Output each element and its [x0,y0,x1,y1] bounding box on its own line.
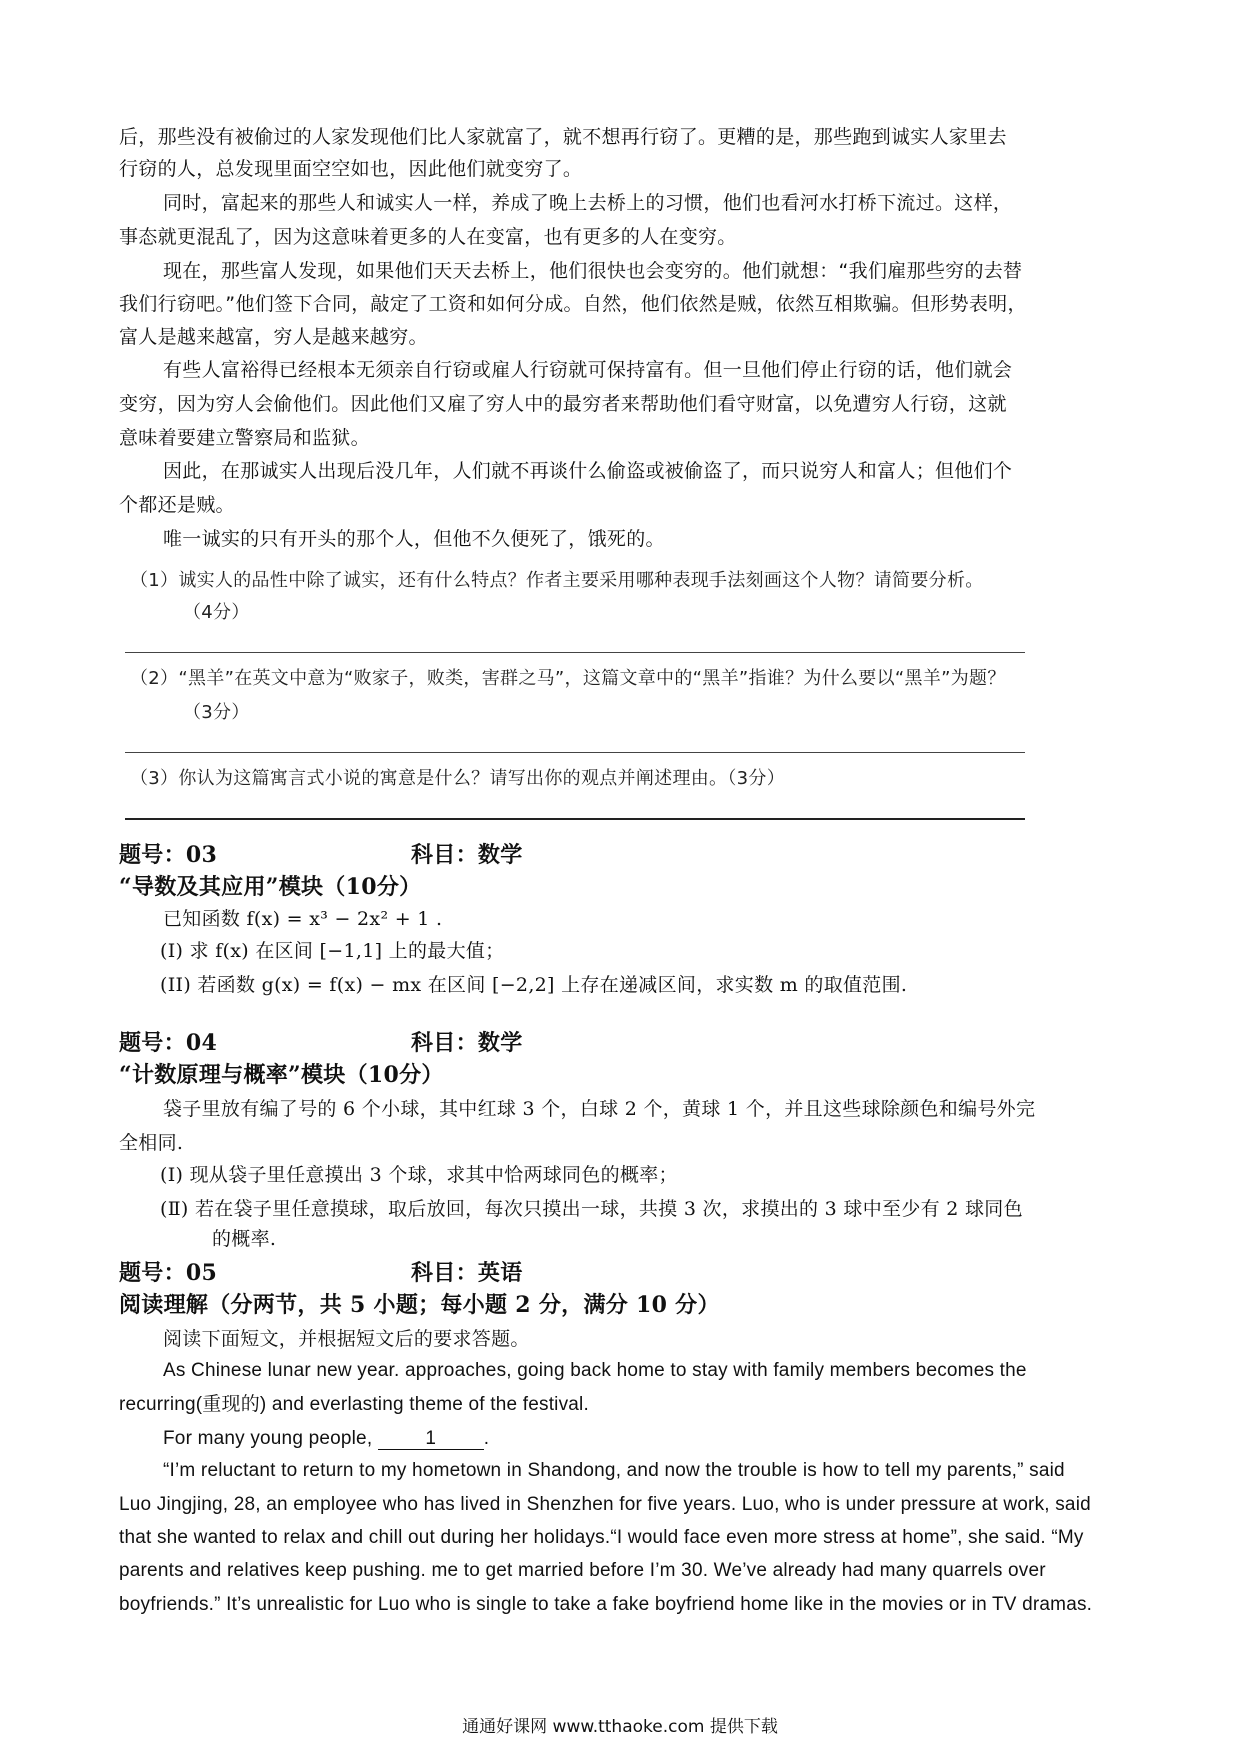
q03-part-1: (I) 求 f(x) 在区间 [−1,1] 上的最大值； [160,940,505,962]
question-2: （2）“黑羊”在英文中意为“败家子，败类，害群之马”，这篇文章中的“黑羊”指谁？为什么要以“黑羊”为题？ [130,668,1006,689]
answer-line [125,818,1025,820]
q04-subject: 科目：数学 [411,1030,523,1056]
q04-number: 题号：04 [119,1030,218,1056]
q04-part-2: (Ⅱ) 若在袋子里任意摸球，取后放回，每次只摸出一球，共摸 3 次，求摸出的 3 球中至少有 2 球同色 [160,1198,1023,1220]
q03-header [119,842,523,868]
q03-module: “导数及其应用”模块（10分） [119,874,422,900]
q03-intro: 已知函数 f(x) = x³ − 2x² + 1 . [163,908,443,930]
question-2-score: （3分） [183,702,250,723]
story-line: 后，那些没有被偷过的人家发现他们比人家就富了，就不想再行窃了。更糟的是，那些跑到诚实人家里去 [119,126,1007,148]
q03-part-2: (II) 若函数 g(x) = f(x) − mx 在区间 [−2,2] 上存在递减区间，求实数 m 的取值范围. [160,974,908,996]
story-line: 行窃的人，总发现里面空空如也，因此他们就变穷了。 [119,158,583,180]
q03-subject: 科目：数学 [411,842,523,868]
q04-part-2-cont: 的概率. [212,1228,277,1250]
question-1-score: （4分） [183,602,250,623]
q04-header [119,1030,523,1056]
passage-line: that she wanted to relax and chill out during her holidays.“I would face even more stress at home”, she said. “My [119,1527,1084,1548]
passage-line: As Chinese lunar new year. approaches, going back home to stay with family members becomes the [163,1360,1027,1381]
story-line: 现在，那些富人发现，如果他们天天去桥上，他们很快也会变穷的。他们就想：“我们雇那些穷的去替 [163,260,1023,282]
story-line: 个都还是贼。 [119,494,235,516]
answer-line [125,652,1025,653]
story-line: 变穷，因为穷人会偷他们。因此他们又雇了穷人中的最穷者来帮助他们看守财富，以免遭穷人行窃，这就 [119,393,1007,415]
blank-suffix: . [483,1428,490,1449]
answer-blank-1[interactable]: 1 [378,1429,484,1450]
passage-line: parents and relatives keep pushing. me to get married before I’m 30. We’ve already had many quarrels over [119,1560,1046,1581]
q05-header [119,1260,523,1286]
passage-line: Luo Jingjing, 28, an employee who has lived in Shenzhen for five years. Luo, who is under pressure at work, said [119,1494,1091,1515]
q05-module: 阅读理解（分两节，共 5 小题；每小题 2 分，满分 10 分） [119,1292,720,1318]
question-3: （3）你认为这篇寓言式小说的寓意是什么？请写出你的观点并阐述理由。（3分） [130,768,786,789]
story-line: 因此，在那诚实人出现后没几年，人们就不再谈什么偷盗或被偷盗了，而只说穷人和富人；但他们个 [163,460,1013,482]
passage-line: “I’m reluctant to return to my hometown in Shandong, and now the trouble is how to tell my parents,” said [163,1460,1065,1481]
q04-intro-line: 袋子里放有编了号的 6 个小球，其中红球 3 个，白球 2 个，黄球 1 个，并且这些球除颜色和编号外完 [163,1098,1036,1120]
story-line: 事态就更混乱了，因为这意味着更多的人在变富，也有更多的人在变穷。 [119,226,737,248]
story-line: 同时，富起来的那些人和诚实人一样，养成了晚上去桥上的习惯，他们也看河水打桥下流过。这样， [163,192,1013,214]
blank-prefix: For many young people, [163,1428,373,1449]
story-line: 我们行窃吧。”他们签下合同，敲定了工资和如何分成。自然，他们依然是贼，依然互相欺骗。但形势表明， [119,293,1027,315]
q03-number: 题号：03 [119,842,218,868]
q04-intro-line: 全相同. [119,1132,184,1154]
story-line: 意味着要建立警察局和监狱。 [119,427,370,449]
q04-part-1: (Ⅰ) 现从袋子里任意摸出 3 个球，求其中恰两球同色的概率； [160,1164,678,1186]
q04-module: “计数原理与概率”模块（10分） [119,1062,444,1088]
story-line: 有些人富裕得已经根本无须亲自行窃或雇人行窃就可保持富有。但一旦他们停止行窃的话，他们就会 [163,359,1013,381]
answer-line [125,752,1025,753]
page-footer: 通通好课网 www.tthaoke.com 提供下载 [462,1717,778,1737]
story-line: 富人是越来越富，穷人是越来越穷。 [119,326,428,348]
story-line: 唯一诚实的只有开头的那个人，但他不久便死了，饿死的。 [163,528,665,550]
q05-instruction: 阅读下面短文，并根据短文后的要求答题。 [163,1328,530,1350]
passage-line: recurring(重现的) and everlasting theme of the festival. [119,1394,589,1415]
passage-blank-line [163,1426,489,1452]
question-1: （1）诚实人的品性中除了诚实，还有什么特点？作者主要采用哪种表现手法刻画这个人物？请简要分析。 [130,570,984,591]
passage-line: boyfriends.” It’s unrealistic for Luo who is single to take a fake boyfriend home like in the movies or in TV dramas. [119,1594,1093,1615]
q05-subject: 科目：英语 [411,1260,523,1286]
q05-number: 题号：05 [119,1260,218,1286]
